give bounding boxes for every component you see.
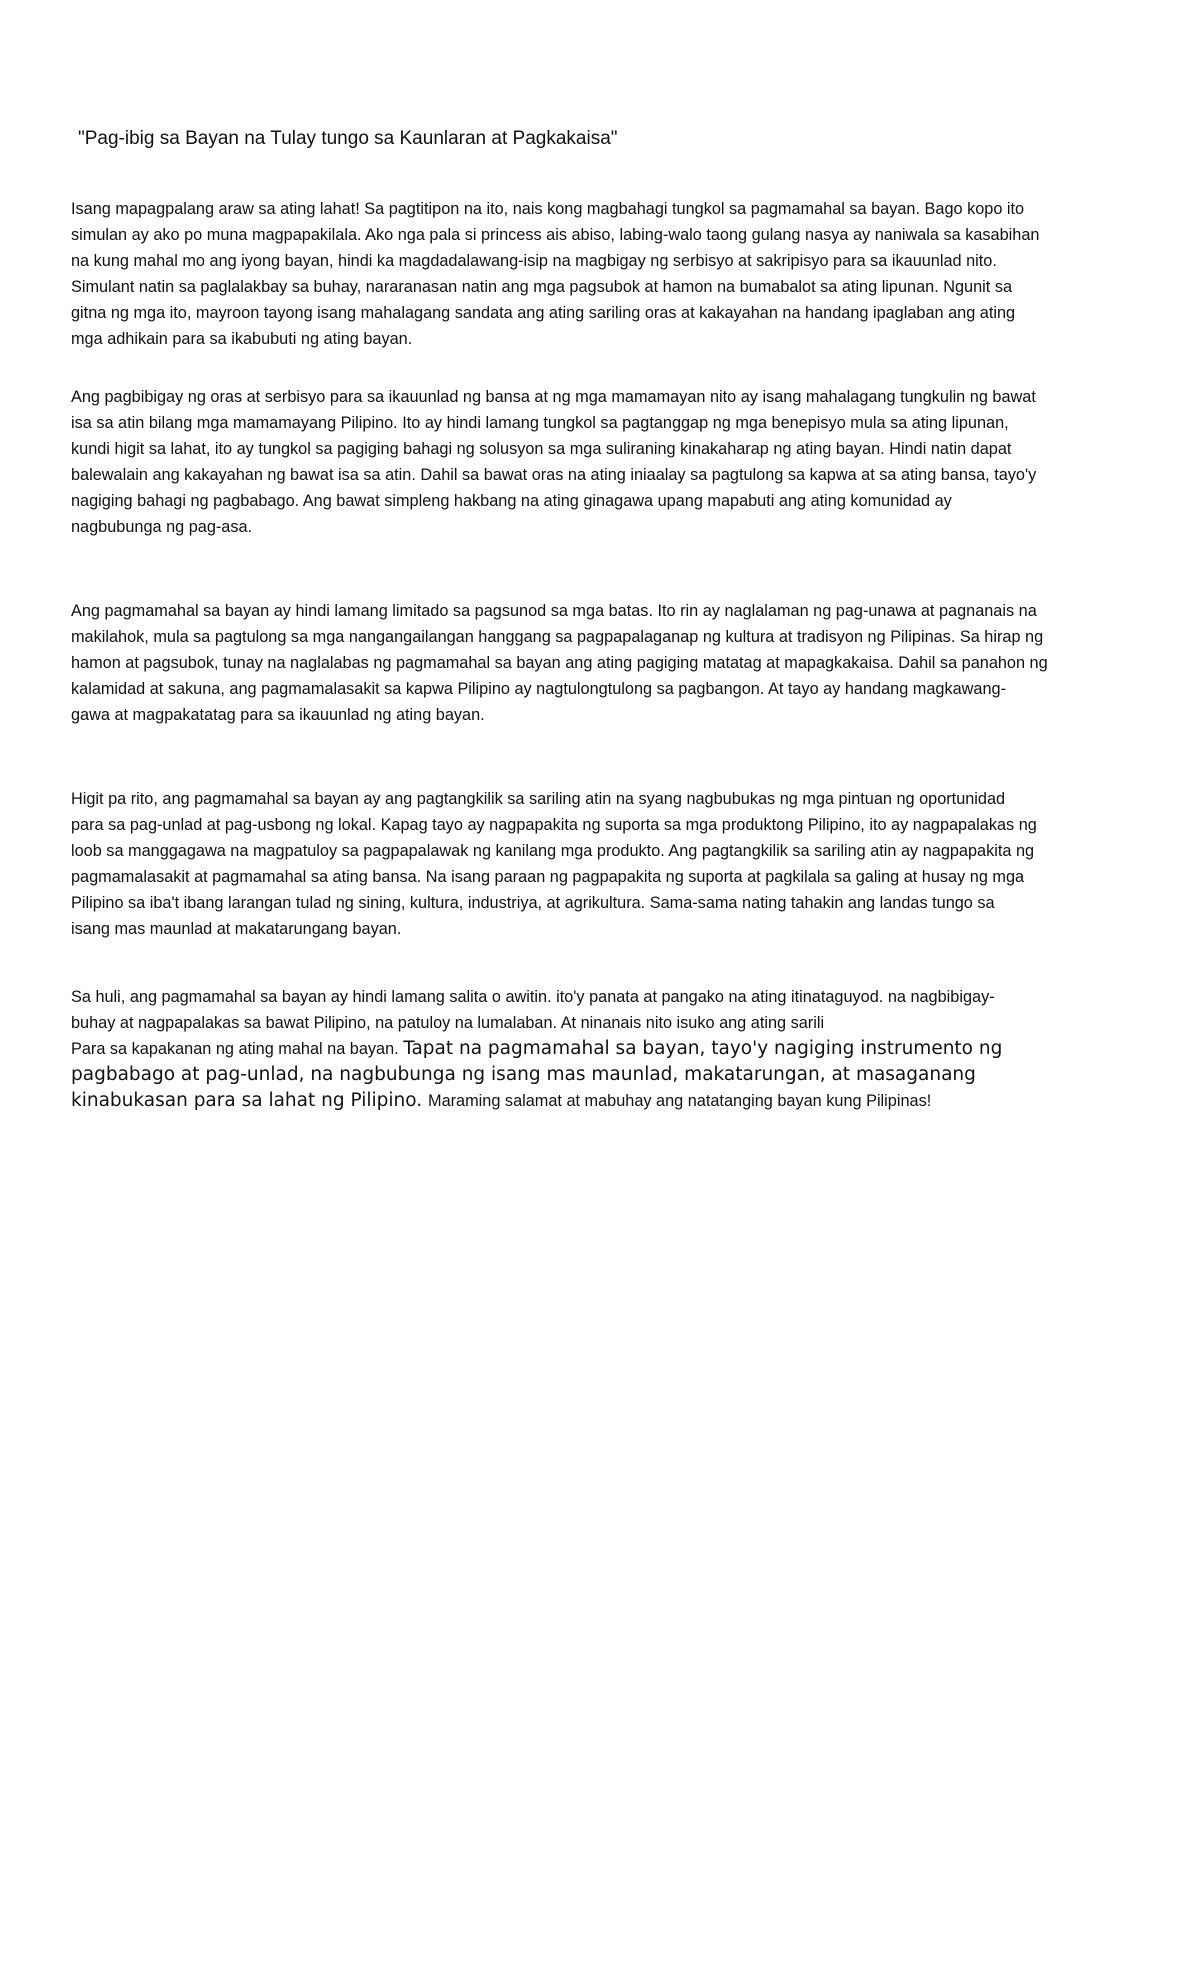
text-run-large: Tapat na pagmamahal sa bayan, tayo'y nagiging instrumento ng bbox=[403, 1038, 1003, 1059]
text-line: gawa at magpakatatag para sa ikauunlad ng ating bayan. bbox=[71, 706, 485, 724]
text-line: balewalain ang kakayahan ng bawat isa sa atin. Dahil sa bawat oras na ating iniaalay sa pagtulong sa kapwa at sa ating bansa, tayo'y bbox=[71, 466, 1037, 484]
text-line-mixed bbox=[71, 1036, 1151, 1062]
text-line: nagbubunga ng pag-asa. bbox=[71, 518, 253, 536]
text-line: loob sa manggagawa na magpatuloy sa pagpapalawak ng kanilang mga produkto. Ang pagtangkilik sa sariling atin ay nagpapakita ng bbox=[71, 842, 1035, 860]
text-line: Isang mapagpalang araw sa ating lahat! Sa pagtitipon na ito, nais kong magbahagi tungkol sa pagmamahal sa bayan. Bago kopo ito bbox=[71, 200, 1025, 218]
text-line: Sa huli, ang pagmamahal sa bayan ay hindi lamang salita o awitin. ito'y panata at pangako na ating itinataguyod. na nagbibigay- bbox=[71, 988, 995, 1006]
text-line: para sa pag-unlad at pag-usbong ng lokal. Kapag tayo ay nagpapakita ng suporta sa mga produktong Pilipino, ito ay nagpapalakas ng bbox=[71, 816, 1037, 834]
text-line: kalamidad at sakuna, ang pagmamalasakit sa kapwa Pilipino ay nagtulongtulong sa pagbangon. At tayo ay handang magkawang- bbox=[71, 680, 1006, 698]
text-line: Ang pagbibigay ng oras at serbisyo para sa ikauunlad ng bansa at ng mga mamamayan nito ay isang mahalagang tungkulin ng bawat bbox=[71, 388, 1036, 406]
text-line: Pilipino sa iba't ibang larangan tulad ng sining, kultura, industriya, at agrikultura. Sama-sama nating tahakin ang landas tungo sa bbox=[71, 894, 995, 912]
paragraph-local-support bbox=[71, 786, 1151, 942]
text-line: buhay at nagpapalakas sa bawat Pilipino, na patuloy na lumalaban. At ninanais nito isuko ang ating sarili bbox=[71, 1014, 825, 1032]
text-line: Higit pa rito, ang pagmamahal sa bayan ay ang pagtangkilik sa sariling atin na syang nagbubukas ng mga pintuan ng oportunidad bbox=[71, 790, 1006, 808]
text-line: simulan ay ako po muna magpapakilala. Ako nga pala si princess ais abiso, labing-walo taong gulang nasya ay naniwala sa kasabihan bbox=[71, 226, 1040, 244]
text-line: gitna ng mga ito, mayroon tayong isang mahalagang sandata ang ating sariling oras at kakayahan na handang ipaglaban ang ating bbox=[71, 304, 1016, 322]
text-line: makilahok, mula sa pagtulong sa mga nangangailangan hanggang sa pagpapalaganap ng kultura at tradisyon ng Pilipinas. Sa hirap ng bbox=[71, 628, 1044, 646]
text-line: Ang pagmamahal sa bayan ay hindi lamang limitado sa pagsunod sa mga batas. Ito rin ay naglalaman ng pag-unawa at pagnanais na bbox=[71, 602, 1037, 620]
text-run: Maraming salamat at mabuhay ang natatanging bayan kung Pilipinas! bbox=[428, 1092, 932, 1110]
paragraph-unity bbox=[71, 598, 1151, 728]
text-run: Para sa kapakanan ng ating mahal na bayan. bbox=[71, 1040, 404, 1058]
text-line-mixed bbox=[71, 1088, 1151, 1114]
text-line: isang mas maunlad at makatarungang bayan. bbox=[71, 920, 402, 938]
text-line: isa sa atin bilang mga mamamayang Pilipino. Ito ay hindi lamang tungkol sa pagtanggap ng mga benepisyo mula sa ating lipunan, bbox=[71, 414, 1009, 432]
text-run-large: kinabukasan para sa lahat ng Pilipino. bbox=[71, 1090, 429, 1111]
speech-title: "Pag-ibig sa Bayan na Tulay tungo sa Kaunlaran at Pagkakaisa" bbox=[78, 128, 618, 149]
text-line: kundi higit sa lahat, ito ay tungkol sa pagiging bahagi ng solusyon sa mga suliraning kinakaharap ng ating bayan. Hindi natin dapat bbox=[71, 440, 1012, 458]
paragraph-service bbox=[71, 384, 1151, 540]
text-line: hamon at pagsubok, tunay na naglalabas ng pagmamahal sa bayan ang ating pagiging matatag at mapagkakaisa. Dahil sa panahon ng bbox=[71, 654, 1048, 672]
text-line: mga adhikain para sa ikabubuti ng ating bayan. bbox=[71, 330, 413, 348]
text-line: nagiging bahagi ng pagbabago. Ang bawat simpleng hakbang na ating ginagawa upang mapabuti ang ating komunidad ay bbox=[71, 492, 952, 510]
text-line-large: pagbabago at pag-unlad, na nagbubunga ng isang mas maunlad, makatarungan, at masaganang bbox=[71, 1064, 976, 1085]
paragraph-conclusion bbox=[71, 984, 1151, 1114]
text-line: Simulant natin sa paglalakbay sa buhay, nararanasan natin ang mga pagsubok at hamon na bumabalot sa ating lipunan. Ngunit sa bbox=[71, 278, 1013, 296]
text-line: na kung mahal mo ang iyong bayan, hindi ka magdadalawang-isip na magbigay ng serbisyo at sakripisyo para sa ikauunlad nito. bbox=[71, 252, 997, 270]
paragraph-introduction bbox=[71, 196, 1151, 352]
text-line: pagmamalasakit at pagmamahal sa ating bansa. Na isang paraan ng pagpapakita ng suporta at pagkilala sa galing at husay ng mga bbox=[71, 868, 1025, 886]
